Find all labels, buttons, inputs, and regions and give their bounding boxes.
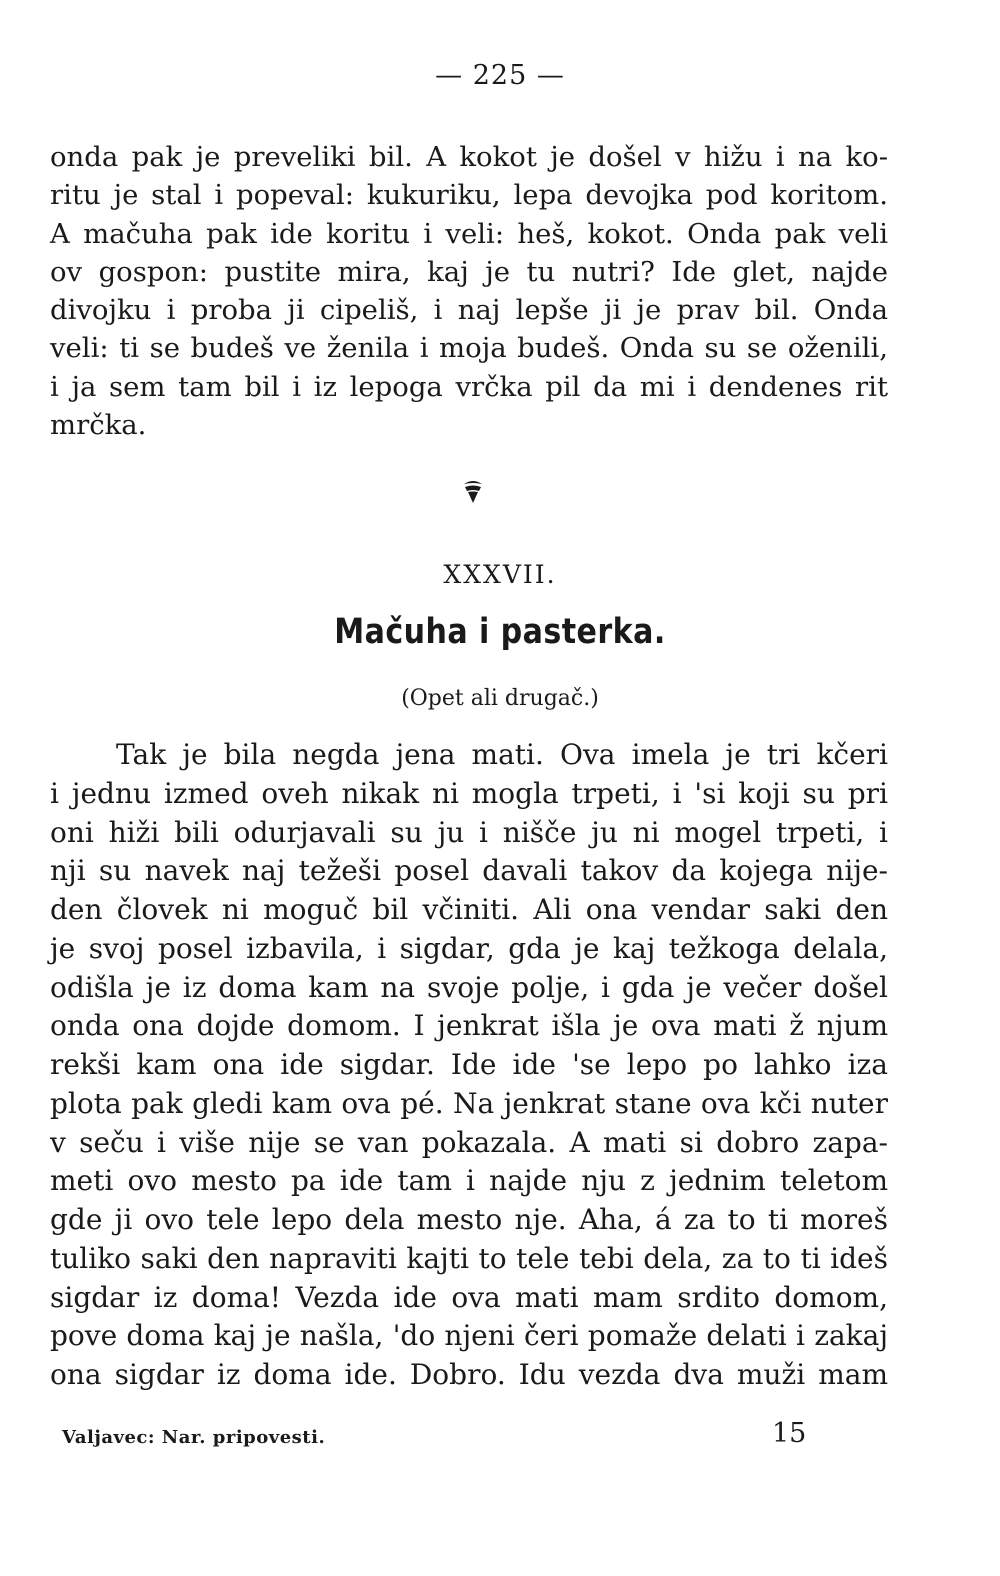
text-line: rekši kam ona ide sigdar. Ide ide 'se lepo po lahko iza (50, 1048, 888, 1081)
chapter-body-text (50, 736, 888, 1395)
text-line: den človek ni moguč bil včiniti. Ali ona vendar saki den (50, 893, 888, 926)
text-line: mrčka. (50, 409, 147, 442)
story-ending-text (50, 138, 888, 444)
chapter-title: Mačuha i pasterka. (334, 612, 666, 652)
chapter-subtitle: (Opet ali drugač.) (401, 686, 599, 711)
text-line: meti ovo mesto pa ide tam i najde nju z jednim teletom (50, 1164, 888, 1198)
footer-signature-mark: 15 (772, 1418, 807, 1449)
text-line: veli: ti se budeš ve ženila i moja budeš. Onda su se oženili, (50, 332, 888, 365)
page-number: — 225 — (435, 60, 565, 91)
text-line: nji su navek naj težeši posel davali takov da kojega nije- (50, 854, 888, 888)
text-line: Tak je bila negda jena mati. Ova imela je tri kčeri (116, 738, 888, 771)
text-line: gde ji ovo tele lepo dela mesto nje. Aha, á za to ti moreš (50, 1203, 888, 1236)
text-line: A mačuha pak ide koritu i veli: heš, kokot. Onda pak veli (50, 217, 888, 250)
text-line: i ja sem tam bil i iz lepoga vrčka pil da mi i dendenes rit (50, 370, 888, 403)
text-line: divojku i proba ji cipeliš, i naj lepše ji je prav bil. Onda (50, 294, 888, 327)
text-line: ritu je stal i popeval: kukuriku, lepa devojka pod koritom. (50, 179, 888, 212)
text-line: i jednu izmed oveh nikak ni mogla trpeti, i 'si koji su pri (50, 776, 888, 810)
text-line: onda ona dojde domom. I jenkrat išla je ova mati ž njum (50, 1009, 888, 1043)
text-line: v seču i više nije se van pokazala. A mati si dobro zapa- (50, 1125, 888, 1159)
text-line: odišla je iz doma kam na svoje polje, i gda je večer došel (50, 970, 888, 1004)
text-line: plota pak gledi kam ova pé. Na jenkrat stane ova kči nuter (50, 1086, 888, 1120)
text-line: pove doma kaj je našla, 'do njeni čeri pomaže delati i zakaj (50, 1319, 888, 1353)
text-line: sigdar iz doma! Vezda ide ova mati mam srdito domom, (50, 1280, 888, 1314)
text-line: oni hiži bili odurjavali su ju i nišče ju ni mogel trpeti, i (50, 815, 888, 849)
chapter-number: XXXVII. (443, 560, 557, 589)
text-line: tuliko saki den napraviti kajti to tele tebi dela, za to ti ideš (50, 1241, 888, 1275)
text-line: onda pak je preveliki bil. A kokot je došel v hižu i na ko- (50, 141, 888, 173)
text-line: ona sigdar iz doma ide. Dobro. Idu vezda dva muži mam (50, 1358, 888, 1391)
footer-source: Valjavec: Nar. pripovesti. (62, 1427, 326, 1448)
text-line: ov gospon: pustite mira, kaj je tu nutri? Ide glet, najde (50, 255, 888, 288)
text-line: je svoj posel izbavila, i sigdar, gda je kaj težkoga delala, (50, 931, 888, 965)
ornament-icon (462, 478, 484, 504)
